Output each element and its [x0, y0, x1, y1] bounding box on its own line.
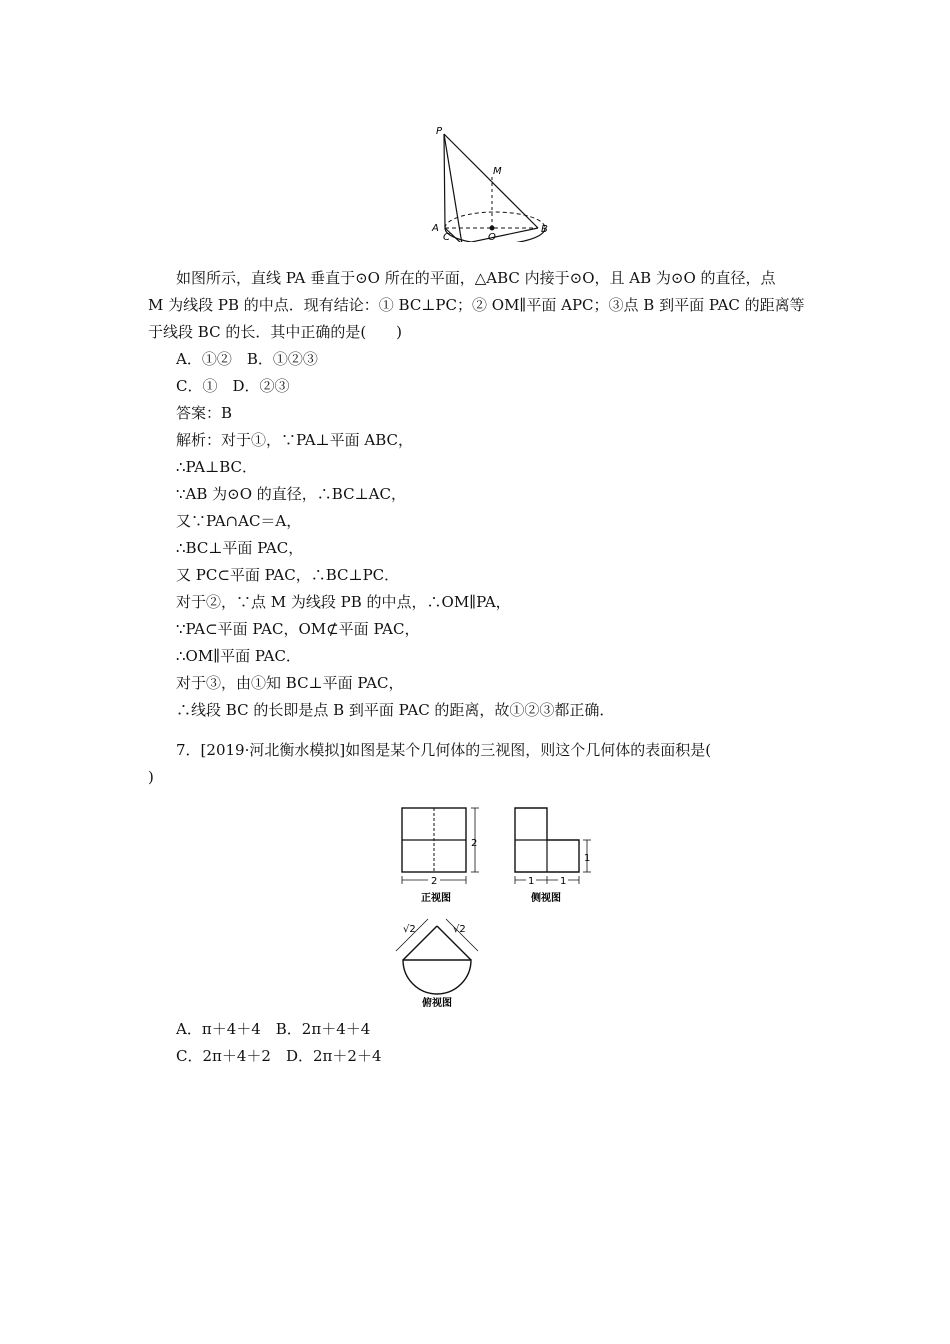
- label-P: P: [436, 126, 443, 137]
- three-views-figure: [395, 800, 610, 1015]
- solution-line-5: ∴BC⊥平面 PAC，: [176, 539, 304, 557]
- solution-line-3: ∵AB 为⊙O 的直径，∴BC⊥AC，: [176, 485, 406, 503]
- solution-line-7: 对于②，∵点 M 为线段 PB 的中点，∴OM∥PA，: [176, 593, 511, 611]
- side-width-1-label: 1: [528, 876, 535, 887]
- problem-6-line-2: M 为线段 PB 的中点．现有结论：① BC⊥PC；② OM∥平面 APC；③点 B 到平面 PAC 的距离等: [148, 296, 805, 314]
- label-B: B: [541, 224, 548, 235]
- problem-6-line-1: 如图所示，直线 PA 垂直于⊙O 所在的平面，△ABC 内接于⊙O，且 AB 为⊙O 的直径，点: [176, 269, 776, 287]
- problem-7-options: [176, 1016, 836, 1070]
- top-view: [396, 919, 478, 1009]
- front-width-label: 2: [431, 876, 438, 887]
- problem-7-line-1: 7．[2019·河北衡水模拟]如图是某个几何体的三视图，则这个几何体的表面积是(: [176, 741, 712, 759]
- answer: 答案：B: [176, 404, 233, 422]
- center-point: [490, 226, 495, 231]
- problem-7-statement: [176, 737, 836, 764]
- solution-line-1: 解析：对于①，∵PA⊥平面 ABC，: [176, 431, 414, 449]
- side-width-2-label: 1: [560, 876, 567, 887]
- label-M: M: [493, 166, 502, 177]
- front-view-label: 正视图: [421, 893, 451, 904]
- top-right-edge-label: √2: [453, 924, 466, 935]
- front-height-label: 2: [471, 838, 478, 849]
- problem-7-line-2: ): [148, 768, 154, 786]
- problem-6-line-3: 于线段 BC 的长．其中正确的是( ): [148, 323, 403, 341]
- top-view-label: 俯视图: [422, 998, 452, 1009]
- solution-line-6: 又 PC⊂平面 PAC，∴BC⊥PC．: [176, 566, 400, 584]
- solution-line-10: 对于③，由①知 BC⊥平面 PAC，: [176, 674, 404, 692]
- side-view: [515, 808, 591, 904]
- front-view: [402, 808, 479, 904]
- p7-options-a-b: A．π＋4＋4 B．2π＋4＋4: [176, 1020, 371, 1038]
- top-left-edge-label: √2: [403, 924, 416, 935]
- solution-line-2: ∴PA⊥BC．: [176, 458, 257, 476]
- problem-7-continuation: [148, 764, 808, 791]
- problem-6-options: [176, 346, 836, 724]
- options-c-d: C．① D．②③: [176, 377, 290, 395]
- label-C: C: [443, 232, 450, 242]
- side-view-label: 侧视图: [531, 893, 561, 904]
- pyramid-circle-figure: [420, 120, 560, 242]
- solution-line-11: ∴线段 BC 的长即是点 B 到平面 PAC 的距离，故①②③都正确．: [176, 701, 615, 719]
- side-height-label: 1: [584, 853, 591, 864]
- solution-line-9: ∴OM∥平面 PAC．: [176, 647, 301, 665]
- problem-6-statement: [148, 265, 808, 346]
- label-O: O: [488, 232, 496, 242]
- solution-line-4: 又∵PA∩AC＝A，: [176, 512, 302, 530]
- options-a-b: A．①② B．①②③: [176, 350, 318, 368]
- p7-options-c-d: C．2π＋4＋2 D．2π＋2＋4: [176, 1047, 382, 1065]
- label-A: A: [432, 223, 439, 234]
- solution-line-8: ∵PA⊂平面 PAC，OM⊄平面 PAC，: [176, 620, 420, 638]
